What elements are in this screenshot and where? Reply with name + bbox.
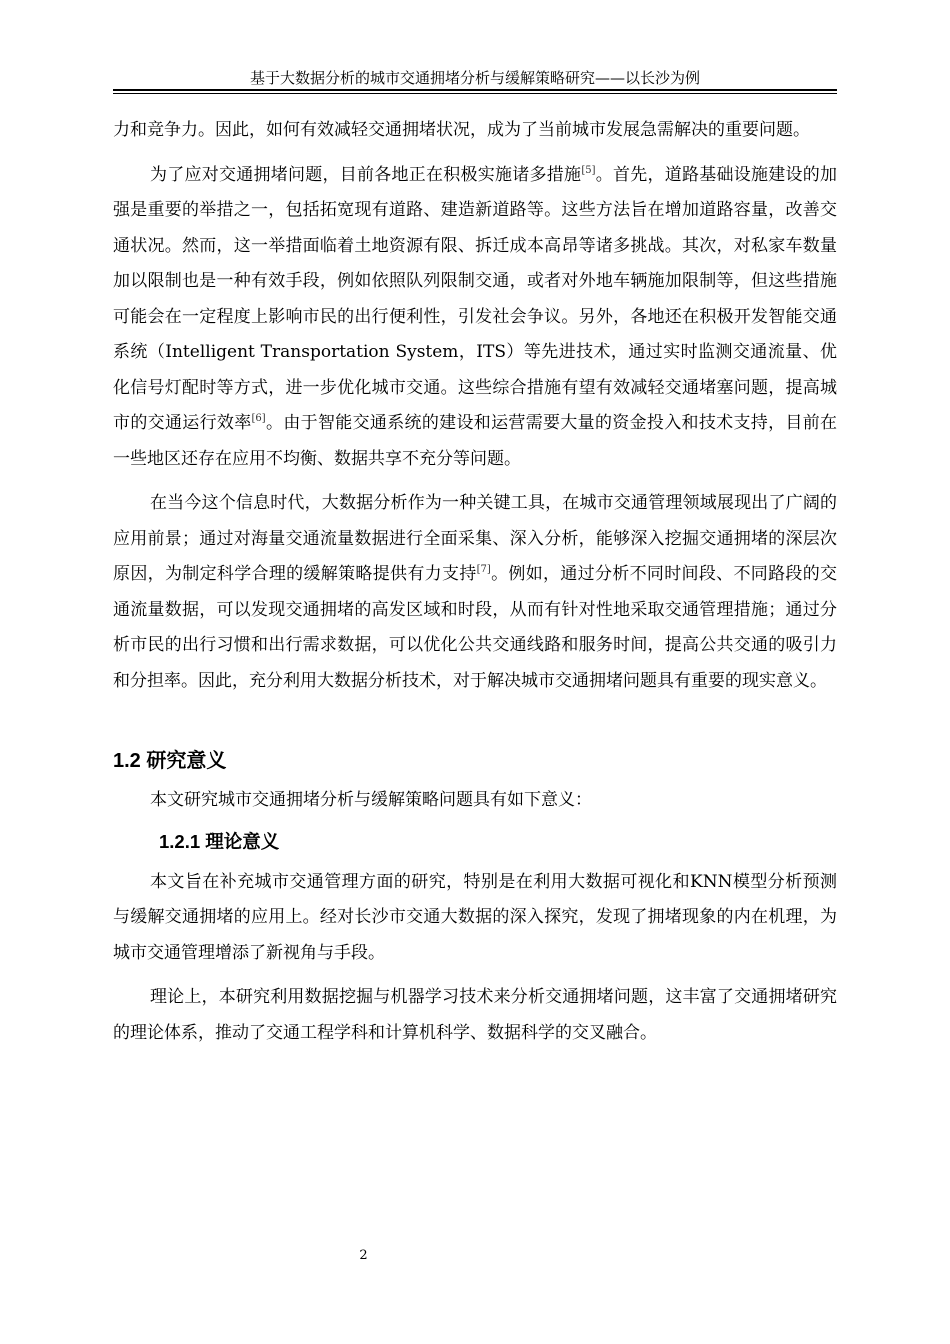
paragraph-measures-text-a: 为了应对交通拥堵问题，目前各地正在积极实施诸多措施 — [150, 164, 582, 185]
citation-7: [7] — [476, 564, 491, 575]
paragraph-measures — [113, 158, 837, 478]
paragraph-big-data-text-a: 在当今这个信息时代，大数据分析作为一种关键工具，在城市交通管理领域展现出了广阔的应用前景；通过对海量交通流量数据进行全面采集、深入分析，能够深入挖掘交通拥堵的深层次原因，为制定科学合理的缓解策略提供有力支持 — [113, 493, 837, 584]
page-body — [113, 113, 837, 1051]
paragraph-big-data — [113, 486, 837, 699]
paragraph-measures-text-c: 。由于智能交通系统的建设和运营需要大量的资金投入和技术支持，目前在一些地区还存在应用不均衡、数据共享不充分等问题。 — [113, 413, 838, 469]
page-number: 2 — [359, 1248, 368, 1263]
subsection-heading: 1.2.1 理论意义 — [159, 830, 280, 852]
paragraph-theory-1: 本文旨在补充城市交通管理方面的研究，特别是在利用大数据可视化和KNN模型分析预测与缓解交通拥堵的应用上。经对长沙市交通大数据的深入探究，发现了拥堵现象的内在机理，为城市交通管理增添了新视角与手段。 — [113, 871, 837, 963]
section-heading: 1.2 研究意义 — [113, 750, 227, 772]
paragraph-continued: 力和竞争力。因此，如何有效减轻交通拥堵状况，成为了当前城市发展急需解决的重要问题。 — [113, 120, 810, 140]
paragraph-intro: 本文研究城市交通拥堵分析与缓解策略问题具有如下意义： — [150, 790, 592, 810]
citation-5: [5] — [581, 164, 596, 176]
running-header: 基于大数据分析的城市交通拥堵分析与缓解策略研究——以长沙为例 — [249, 69, 700, 87]
paragraph-big-data-text-b: 。例如，通过分析不同时间段、不同路段的交通流量数据，可以发现交通拥堵的高发区域和时段，从而有针对性地采取交通管理措施；通过分析市民的出行习惯和出行需求数据，可以优化公共交通线路和服务时间，提高公共交通的吸引力和分担率。因此，充分利用大数据分析技术，对于解决城市交通拥堵问题具有重要的现实意义。 — [113, 564, 838, 691]
paragraph-measures-text-b: 。首先，道路基础设施建设的加强是重要的举措之一，包括拓宽现有道路、建造新道路等。这些方法旨在增加道路容量，改善交通状况。然而，这一举措面临着土地资源有限、拆迁成本高昂等诸多挑战。其次，对私家车数量加以限制也是一种有效手段，例如依照队列限制交通，或者对外地车辆施加限制等，但这些措施可能会在一定程度上影响市民的出行便利性，引发社会争议。另外，各地还在积极开发智能交通系统（Intelligent Transportation System，ITS）等先进技术，通过实时监测交通流量、优化信号灯配时等方式，进一步优化城市交通。这些综合措施有望有效减轻交通堵塞问题，提高城市的交通运行效率 — [113, 164, 838, 433]
header-rule-thin — [113, 93, 837, 94]
citation-6: [6] — [251, 413, 266, 424]
header-rule-thick — [113, 89, 837, 91]
paragraph-theory-2: 理论上，本研究利用数据挖掘与机器学习技术来分析交通拥堵问题，这丰富了交通拥堵研究的理论体系，推动了交通工程学科和计算机科学、数据科学的交叉融合。 — [113, 987, 837, 1043]
